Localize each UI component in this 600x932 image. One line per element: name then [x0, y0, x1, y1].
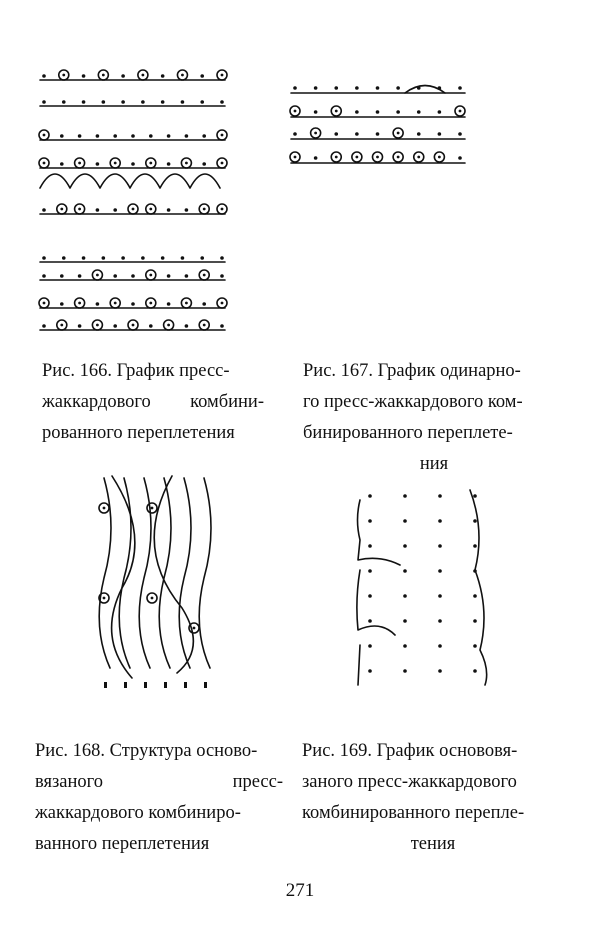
loop-center: [294, 110, 297, 113]
loop-center: [149, 162, 152, 165]
needle-dot: [403, 669, 407, 673]
caption-line: Рис. 166. График пресс-: [42, 361, 230, 381]
caption-word: вязаного: [35, 772, 104, 792]
loop-center: [203, 208, 206, 211]
needle-dot: [96, 208, 100, 212]
needle-dot: [167, 208, 171, 212]
needle-dot: [42, 256, 46, 260]
needle-dot: [42, 324, 46, 328]
needle-dot: [220, 324, 224, 328]
needle-dot: [167, 162, 171, 166]
needle-dot: [438, 569, 442, 573]
loop-center: [397, 156, 400, 159]
needle-dot: [185, 134, 189, 138]
needle-dot: [355, 132, 359, 136]
loop-center: [96, 324, 99, 327]
needle-dot: [368, 669, 372, 673]
needle-dot: [438, 110, 442, 114]
caption-line: Рис. 167. График одинарно-: [303, 361, 521, 381]
needle-dot: [417, 110, 421, 114]
needle-dot: [200, 256, 204, 260]
loop-center: [185, 162, 188, 165]
needle-dot: [376, 132, 380, 136]
loop-center: [335, 156, 338, 159]
needle-dot: [355, 110, 359, 114]
figure-166-diagram: [30, 60, 240, 340]
needle-dot: [60, 302, 64, 306]
page-number: 271: [285, 880, 315, 901]
loop-center: [132, 208, 135, 211]
needle-dot: [78, 134, 82, 138]
needle-mark: [124, 682, 127, 688]
needle-dot: [368, 519, 372, 523]
needle-dot: [202, 302, 206, 306]
caption-line: Рис. 169. График основовя-: [302, 741, 518, 761]
figure-168-caption: [35, 736, 283, 860]
needle-dot: [293, 86, 297, 90]
loop-center: [221, 74, 224, 77]
loop-center: [397, 132, 400, 135]
loop-center: [151, 507, 154, 510]
needle-dot: [473, 669, 477, 673]
yarn-line: [139, 478, 151, 668]
loop-center: [314, 132, 317, 135]
needle-dot: [293, 132, 297, 136]
needle-dot: [473, 644, 477, 648]
needle-dot: [167, 302, 171, 306]
needle-dot: [438, 519, 442, 523]
loop-center: [221, 208, 224, 211]
needle-dot: [438, 494, 442, 498]
needle-dot: [42, 274, 46, 278]
yarn-line: [154, 476, 193, 673]
needle-dot: [185, 324, 189, 328]
needle-dot: [149, 324, 153, 328]
loop-center: [149, 208, 152, 211]
loop-center: [78, 208, 81, 211]
loop-center: [203, 274, 206, 277]
needle-dot: [102, 256, 106, 260]
figure-169-caption: [302, 736, 564, 860]
caption-line: тения: [410, 834, 456, 854]
needle-dot: [141, 100, 145, 104]
loop-center: [60, 208, 63, 211]
needle-dot: [185, 274, 189, 278]
needle-dot: [96, 162, 100, 166]
caption-line: комбинированного перепле-: [302, 803, 525, 823]
needle-dot: [78, 324, 82, 328]
needle-dot: [458, 156, 462, 160]
yarn-line: [357, 570, 395, 635]
loop-center: [103, 597, 106, 600]
needle-dot: [438, 669, 442, 673]
caption-line: бинированного переплете-: [303, 423, 513, 443]
needle-dot: [334, 132, 338, 136]
needle-dot: [473, 619, 477, 623]
needle-dot: [131, 134, 135, 138]
loop-center: [114, 302, 117, 305]
loop-center: [459, 110, 462, 113]
loop-center: [193, 627, 196, 630]
loop-center: [181, 74, 184, 77]
caption-line: ванного переплетения: [35, 834, 210, 854]
needle-dot: [200, 74, 204, 78]
needle-dot: [417, 132, 421, 136]
loop-center: [114, 162, 117, 165]
needle-dot: [60, 274, 64, 278]
needle-dot: [161, 100, 165, 104]
needle-dot: [113, 134, 117, 138]
loop-center: [221, 162, 224, 165]
loop-center: [149, 274, 152, 277]
needle-dot: [200, 100, 204, 104]
needle-dot: [62, 256, 66, 260]
loop-center: [221, 134, 224, 137]
needle-dot: [368, 594, 372, 598]
needle-dot: [368, 494, 372, 498]
needle-dot: [403, 569, 407, 573]
needle-dot: [220, 256, 224, 260]
yarn-line: [199, 478, 211, 668]
needle-dot: [438, 619, 442, 623]
needle-mark: [204, 682, 207, 688]
needle-dot: [60, 162, 64, 166]
loop-center: [141, 74, 144, 77]
loop-center: [376, 156, 379, 159]
needle-dot: [149, 134, 153, 138]
needle-dot: [60, 134, 64, 138]
loop-center: [221, 302, 224, 305]
needle-dot: [458, 86, 462, 90]
needle-dot: [368, 619, 372, 623]
loop-center: [132, 324, 135, 327]
needle-dot: [82, 100, 86, 104]
caption-line: го пресс-жаккардового ком-: [303, 392, 523, 412]
loop-center: [43, 302, 46, 305]
needle-dot: [42, 100, 46, 104]
loop-center: [167, 324, 170, 327]
needle-dot: [113, 208, 117, 212]
needle-dot: [368, 544, 372, 548]
loop-center: [78, 302, 81, 305]
caption-word: пресс-: [232, 772, 283, 792]
needle-mark: [104, 682, 107, 688]
yarn-line: [40, 174, 220, 188]
caption-line: заного пресс-жаккардового: [302, 772, 517, 792]
needle-dot: [102, 100, 106, 104]
loop-center: [151, 597, 154, 600]
needle-dot: [314, 110, 318, 114]
caption-line: ния: [419, 454, 449, 474]
figure-166-caption: [42, 356, 264, 449]
needle-dot: [82, 256, 86, 260]
loop-center: [203, 324, 206, 327]
loop-center: [78, 162, 81, 165]
needle-dot: [202, 162, 206, 166]
loop-center: [43, 134, 46, 137]
needle-dot: [181, 100, 185, 104]
needle-dot: [403, 494, 407, 498]
loop-center: [149, 302, 152, 305]
loop-center: [60, 324, 63, 327]
needle-dot: [438, 132, 442, 136]
loop-center: [96, 274, 99, 277]
needle-dot: [82, 74, 86, 78]
needle-dot: [396, 110, 400, 114]
caption-word: комбини-: [190, 392, 264, 412]
needle-dot: [403, 644, 407, 648]
needle-dot: [314, 86, 318, 90]
yarn-line: [470, 490, 487, 685]
needle-dot: [473, 544, 477, 548]
needle-dot: [438, 544, 442, 548]
needle-dot: [121, 74, 125, 78]
needle-dot: [368, 569, 372, 573]
needle-dot: [96, 302, 100, 306]
needle-dot: [220, 274, 224, 278]
loop-center: [43, 162, 46, 165]
needle-dot: [220, 100, 224, 104]
caption-word: жаккардового: [42, 392, 151, 412]
needle-dot: [403, 594, 407, 598]
needle-dot: [473, 519, 477, 523]
caption-line: [35, 767, 283, 798]
yarn-line: [358, 645, 360, 685]
needle-dot: [181, 256, 185, 260]
loop-center: [355, 156, 358, 159]
needle-mark: [144, 682, 147, 688]
needle-dot: [458, 132, 462, 136]
loop-center: [185, 302, 188, 305]
figure-167-diagram: [285, 74, 470, 174]
needle-dot: [78, 274, 82, 278]
loop-center: [62, 74, 65, 77]
needle-dot: [62, 100, 66, 104]
needle-dot: [438, 644, 442, 648]
needle-dot: [473, 569, 477, 573]
needle-dot: [473, 594, 477, 598]
needle-dot: [185, 208, 189, 212]
needle-dot: [314, 156, 318, 160]
needle-dot: [334, 86, 338, 90]
needle-dot: [396, 86, 400, 90]
yarn-line: [179, 478, 191, 668]
caption-line: Рис. 168. Структура осново-: [35, 741, 258, 761]
needle-dot: [113, 274, 117, 278]
needle-dot: [131, 302, 135, 306]
caption-line: [42, 387, 264, 418]
needle-dot: [376, 86, 380, 90]
needle-dot: [161, 256, 165, 260]
needle-mark: [184, 682, 187, 688]
needle-dot: [121, 100, 125, 104]
needle-dot: [121, 256, 125, 260]
needle-mark: [164, 682, 167, 688]
needle-dot: [42, 74, 46, 78]
yarn-line: [358, 500, 401, 565]
needle-dot: [403, 519, 407, 523]
needle-dot: [403, 619, 407, 623]
needle-dot: [473, 494, 477, 498]
caption-line: жаккардового комбиниро-: [35, 803, 241, 823]
needle-dot: [167, 134, 171, 138]
loop-center: [335, 110, 338, 113]
needle-dot: [42, 208, 46, 212]
figure-167-caption: [303, 356, 565, 480]
caption-line: рованного переплетения: [42, 423, 235, 443]
figure-168-diagram: [92, 468, 222, 703]
figure-169-diagram: [340, 470, 510, 695]
needle-dot: [96, 134, 100, 138]
needle-dot: [113, 324, 117, 328]
needle-dot: [167, 274, 171, 278]
needle-dot: [202, 134, 206, 138]
loop-center: [438, 156, 441, 159]
needle-dot: [131, 162, 135, 166]
needle-dot: [131, 274, 135, 278]
needle-dot: [403, 544, 407, 548]
loop-center: [103, 507, 106, 510]
loop-center: [294, 156, 297, 159]
needle-dot: [355, 86, 359, 90]
loop-center: [417, 156, 420, 159]
needle-dot: [368, 644, 372, 648]
needle-dot: [376, 110, 380, 114]
needle-dot: [438, 594, 442, 598]
loop-center: [102, 74, 105, 77]
needle-dot: [161, 74, 165, 78]
needle-dot: [141, 256, 145, 260]
